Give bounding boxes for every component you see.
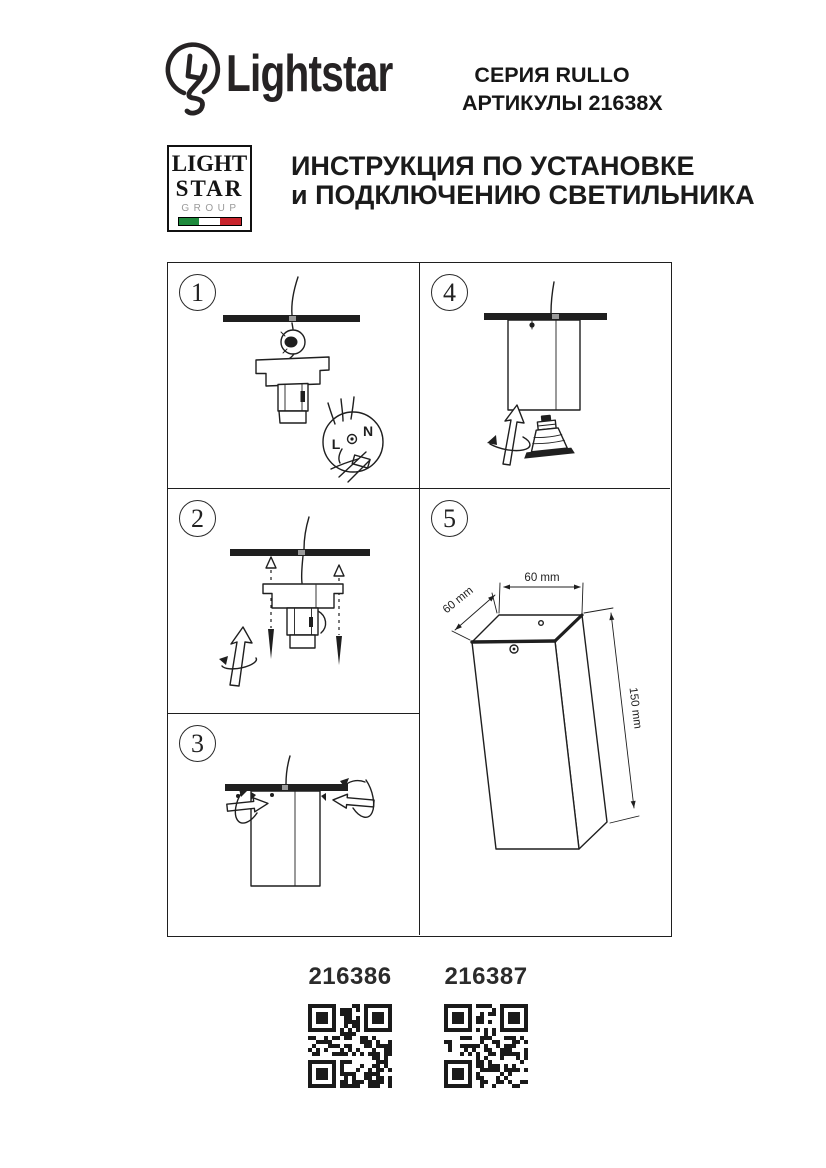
brand-text: Lightstar [226,45,393,103]
step-5-diagram [420,489,670,935]
lightstar-bulb-icon [163,40,227,126]
dimension-width-label: 60 mm [524,572,560,584]
flag-green [179,218,200,225]
step-number-5: 5 [431,500,468,537]
step-number-1: 1 [179,274,216,311]
step-number-2: 2 [179,500,216,537]
flag-red [220,218,241,225]
qr-code [308,1004,392,1088]
qr-code [444,1004,528,1088]
product-1-article: 216386 [308,963,392,990]
step-panel-1 [168,263,420,489]
italian-flag-stripe [178,217,242,226]
instruction-grid [167,262,672,937]
logo-word-group: GROUP [181,203,241,214]
logo-word-star: STAR [175,176,244,201]
title-line-1: ИНСТРУКЦИЯ ПО УСТАНОВКЕ [291,151,695,181]
series-block [462,61,663,117]
page-title [291,151,755,210]
dimension-height-label: 150 mm [626,686,644,730]
step-panel-5 [420,489,670,935]
product-2 [443,963,529,1093]
lightstar-group-logo [167,145,252,232]
flag-white [199,218,220,225]
terminal-label-live: L [331,436,341,452]
step-panel-3 [168,714,420,935]
product-1 [307,963,393,1093]
step-panel-2 [168,489,420,714]
title-line-2: и ПОДКЛЮЧЕНИЮ СВЕТИЛЬНИКА [291,180,755,210]
logo-word-light: LIGHT [171,151,248,176]
terminal-label-neutral: N [362,423,374,439]
series-title: СЕРИЯ RULLO [474,63,630,87]
articles-line: АРТИКУЛЫ 21638X [462,91,663,115]
step-number-3: 3 [179,725,216,762]
step-number-4: 4 [431,274,468,311]
dimension-depth-label: 60 mm [440,584,476,617]
brand-wordmark [226,44,439,104]
product-2-article: 216387 [444,963,528,990]
step-panel-4 [420,263,670,489]
